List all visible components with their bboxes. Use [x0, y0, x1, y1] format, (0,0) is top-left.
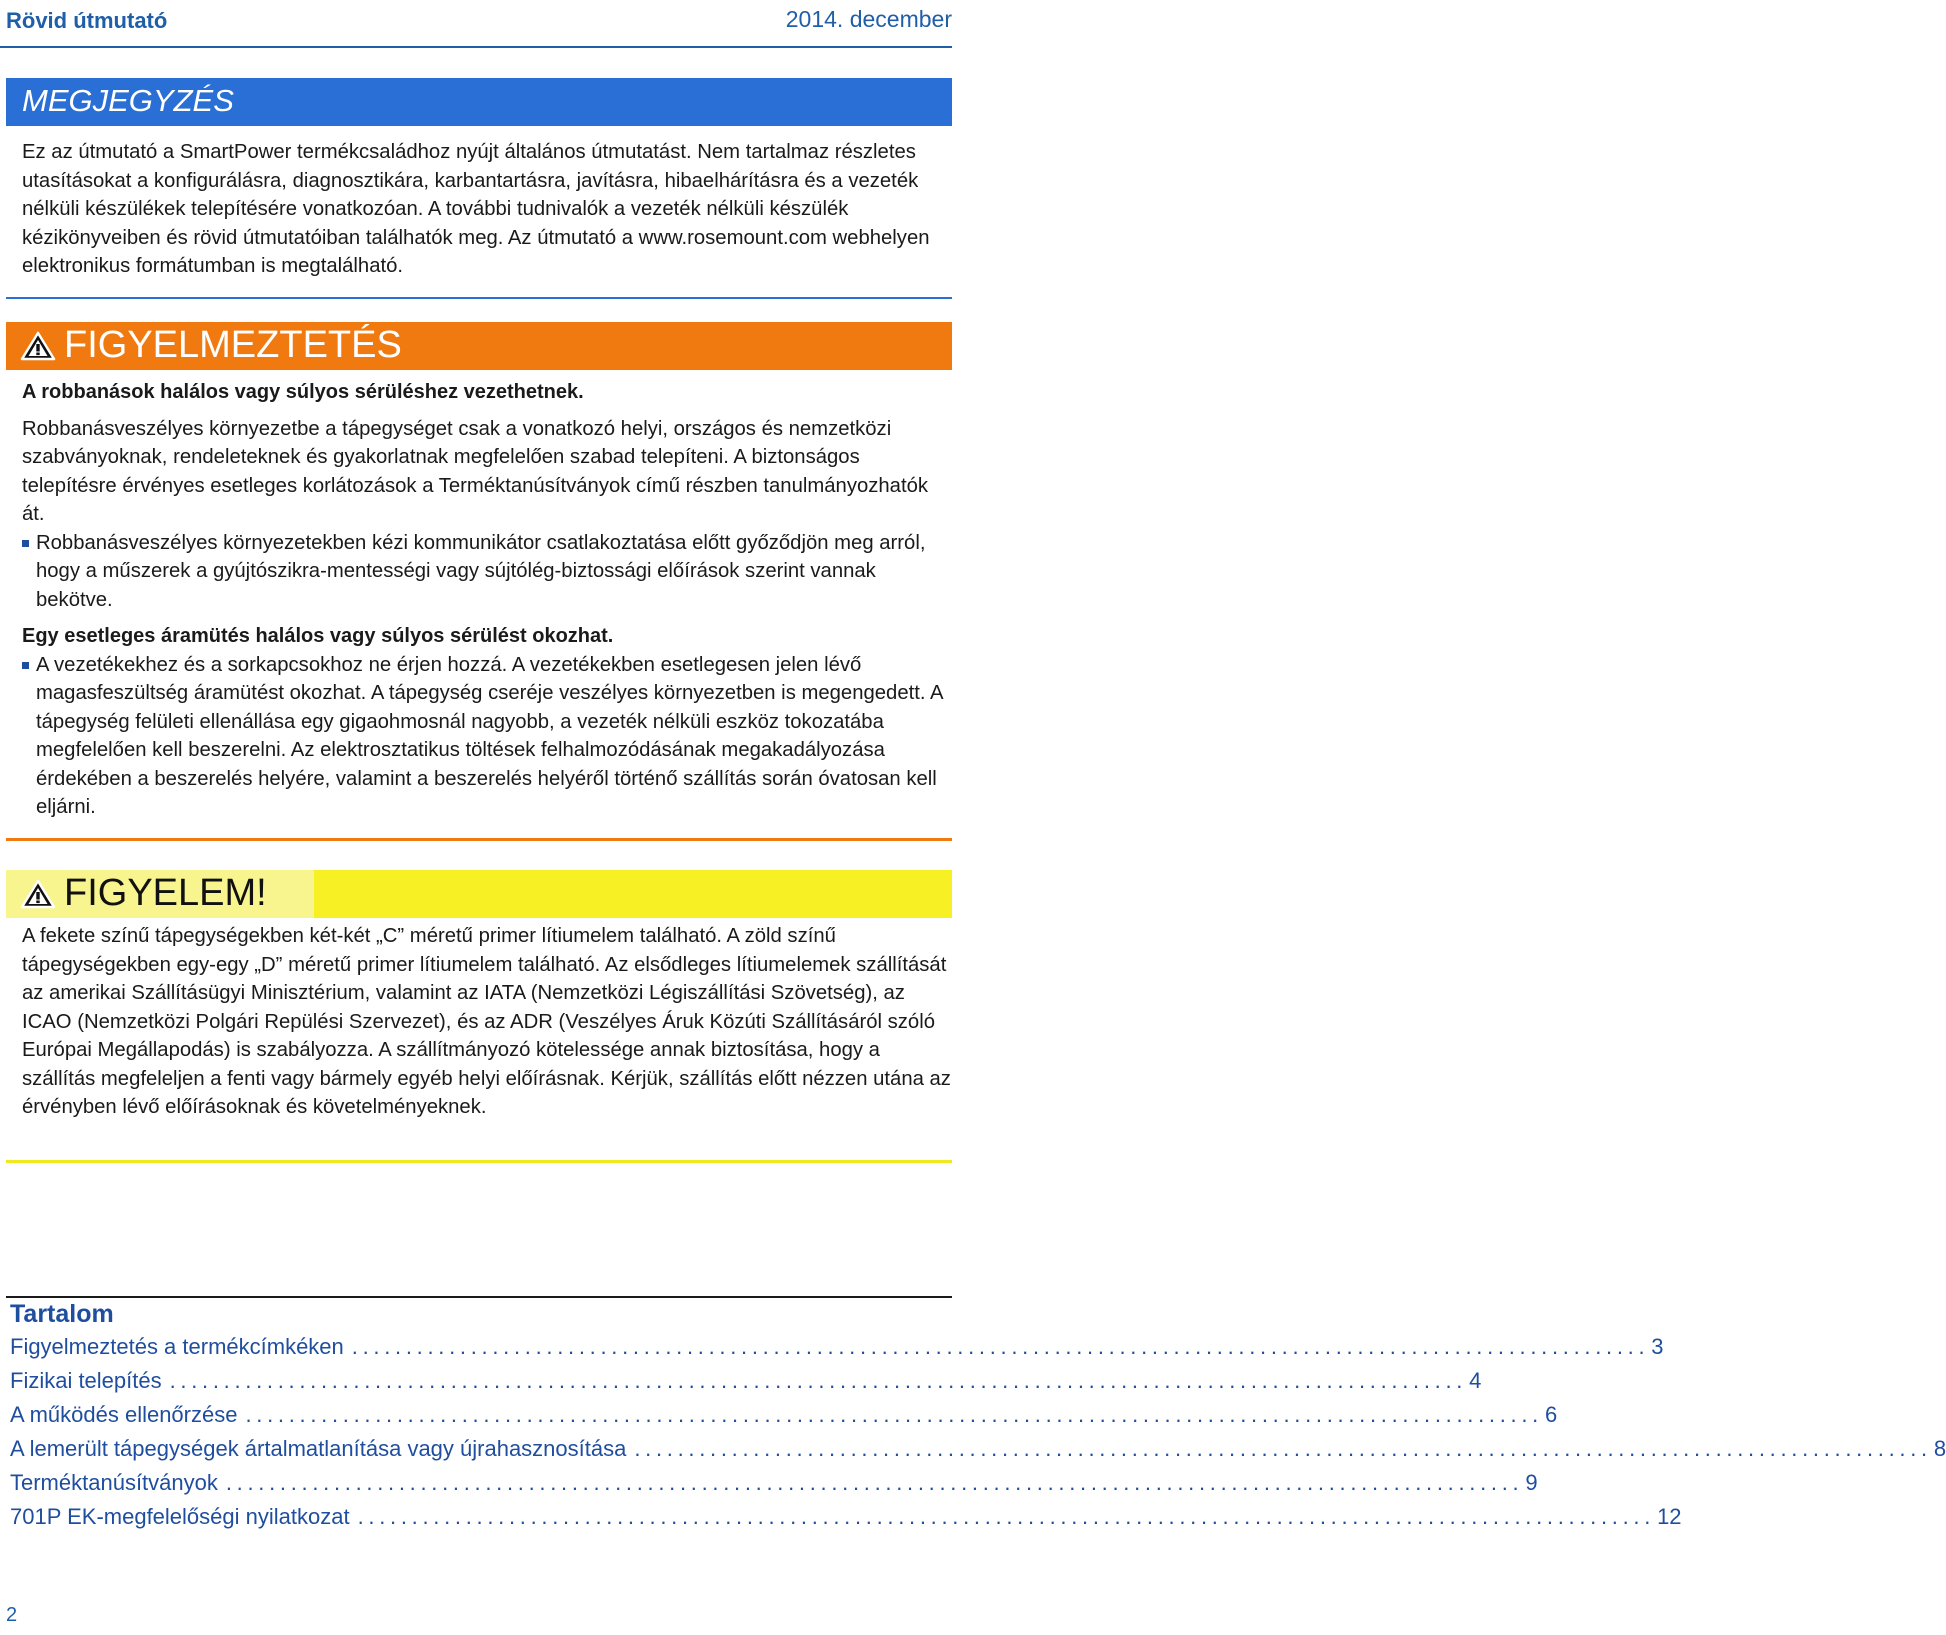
toc-item-label: Figyelmeztetés a termékcímkéken — [10, 1334, 344, 1359]
caution-heading-bar — [6, 870, 952, 918]
bullet-square-icon — [22, 540, 29, 547]
explosion-bullet-text: Robbanásveszélyes környezetekben kézi kommunikátor csatlakoztatása előtt győződjön meg arról, hogy a műszerek a gyújtószikra-mentességi vagy sújtólég-biztossági előírások szerint vannak bekötve. — [36, 531, 926, 611]
shock-bullet-text: A vezetékekhez és a sorkapcsokhoz ne érjen hozzá. A vezetékekben esetlegesen jelen lévő magasfeszültség áramütést okozhat. A tápegység cseréje veszélyes környezetben is megengedett. A tápegység felületi ellenállása egy gigaohmosnál nagyobb, a vezeték nélküli eszköz tokozatába megfelelően kell beszerelni. Az elektrosztatikus töltések felhalmozódásának megakadályozása érdekében a beszerelés helyére, valamint a beszerelés helyéről történő szállítás során óvatosan kell eljárni. — [36, 653, 943, 818]
explosion-bullet-item — [22, 529, 952, 615]
toc-leader-dots: ........................................................................................................................ — [169, 1368, 1468, 1393]
shock-heading: Egy esetleges áramütés halálos vagy súlyos sérülést okozhat. — [22, 625, 614, 647]
toc-item-page: 8 — [1933, 1436, 1946, 1461]
toc-leader-dots: ........................................................................................................................ — [245, 1402, 1543, 1427]
toc-leader-dots: ........................................................................................................................ — [351, 1334, 1650, 1359]
shock-bullet-item — [22, 651, 952, 822]
toc-leader-dots: ........................................................................................................................ — [634, 1436, 1932, 1461]
toc-item-installation[interactable] — [10, 1368, 1482, 1402]
caution-heading: FIGYELEM! — [64, 872, 267, 914]
document-date: 2014. december — [785, 6, 952, 32]
toc-divider — [6, 1296, 952, 1298]
toc-item-page: 3 — [1651, 1334, 1664, 1359]
toc-item-label: A lemerült tápegységek ártalmatlanítása vagy újrahasznosítása — [10, 1436, 627, 1461]
toc-item-page: 4 — [1469, 1368, 1482, 1393]
note-heading: MEGJEGYZÉS — [22, 83, 234, 118]
toc-item-disposal[interactable] — [10, 1436, 1946, 1470]
warning-triangle-icon — [20, 879, 56, 914]
toc-item-label: Fizikai telepítés — [10, 1368, 162, 1393]
explosion-heading: A robbanások halálos vagy súlyos sérüléshez vezethetnek. — [22, 381, 584, 403]
bullet-square-icon — [22, 662, 29, 669]
explosion-text: Robbanásveszélyes környezetbe a tápegységet csak a vonatkozó helyi, országos és nemzetközi szabványoknak, rendeleteknek és gyakorlatnak megfelelően szabad telepíteni. A biztonságos telepítésre érvényes esetleges korlátozások a Terméktanúsítványok című részben tanulmányozhatók át. — [22, 417, 929, 525]
warning-heading: FIGYELMEZTETÉS — [64, 324, 402, 366]
document-title: Rövid útmutató — [6, 8, 168, 33]
note-text: Ez az útmutató a SmartPower termékcsaládhoz nyújt általános útmutatást. Nem tartalmaz részletes utasításokat a konfigurálásra, diagnosztikára, karbantartásra, javításra, hibaelhárításra és a vezeték nélküli készülékek telepítésére vonatkozóan. A további tudnivalók a vezeték nélküli készülék kézikönyveiben és rövid útmutatóiban találhatók meg. Az útmutató a www.rosemount.com webhelyen elektronikus formátumban is megtalálható. — [22, 141, 930, 277]
toc-leader-dots: ........................................................................................................................ — [225, 1470, 1524, 1495]
toc-item-page: 12 — [1657, 1504, 1682, 1529]
toc-item-operation-check[interactable] — [10, 1402, 1558, 1436]
warning-body — [22, 378, 952, 822]
toc-item-labels[interactable] — [10, 1334, 1664, 1368]
toc-item-declaration[interactable] — [10, 1504, 1682, 1538]
page-header — [0, 0, 952, 48]
toc-item-certifications[interactable] — [10, 1470, 1538, 1504]
toc-item-page: 6 — [1544, 1402, 1558, 1427]
warning-heading-bar — [6, 322, 952, 370]
toc-item-page: 9 — [1525, 1470, 1538, 1495]
toc-item-label: A működés ellenőrzése — [10, 1402, 238, 1427]
caution-divider — [6, 1160, 952, 1163]
caution-text: A fekete színű tápegységekben két-két „C” méretű primer lítiumelem található. A zöld színű tápegységekben egy-egy „D” méretű primer lítiumelem található. Az elsődleges lítiumelemek szállítását az amerikai Szállításügyi Minisztérium, valamint az IATA (Nemzetközi Légiszállítási Szövetség), az ICAO (Nemzetközi Polgári Repülési Szervezet), és az ADR (Veszélyes Áruk Közúti Szállításáról szóló Európai Megállapodás) is szabályozza. A szállítmányozó kötelessége annak biztosítása, hogy a szállítás megfeleljen a fenti vagy bármely egyéb helyi előírásnak. Kérjük, szállítás előtt nézzen utána az érvényben lévő előírásoknak és követelményeknek. — [22, 925, 951, 1118]
toc-title: Tartalom — [10, 1300, 114, 1328]
table-of-contents — [10, 1334, 1946, 1538]
page-number: 2 — [6, 1604, 18, 1626]
note-divider — [6, 297, 952, 299]
warning-triangle-icon — [20, 331, 56, 366]
toc-item-label: 701P EK-megfelelőségi nyilatkozat — [10, 1504, 350, 1529]
note-heading-bar — [6, 78, 952, 126]
toc-leader-dots: ........................................................................................................................ — [357, 1504, 1656, 1529]
warning-divider — [6, 838, 952, 841]
toc-item-label: Terméktanúsítványok — [10, 1470, 218, 1495]
